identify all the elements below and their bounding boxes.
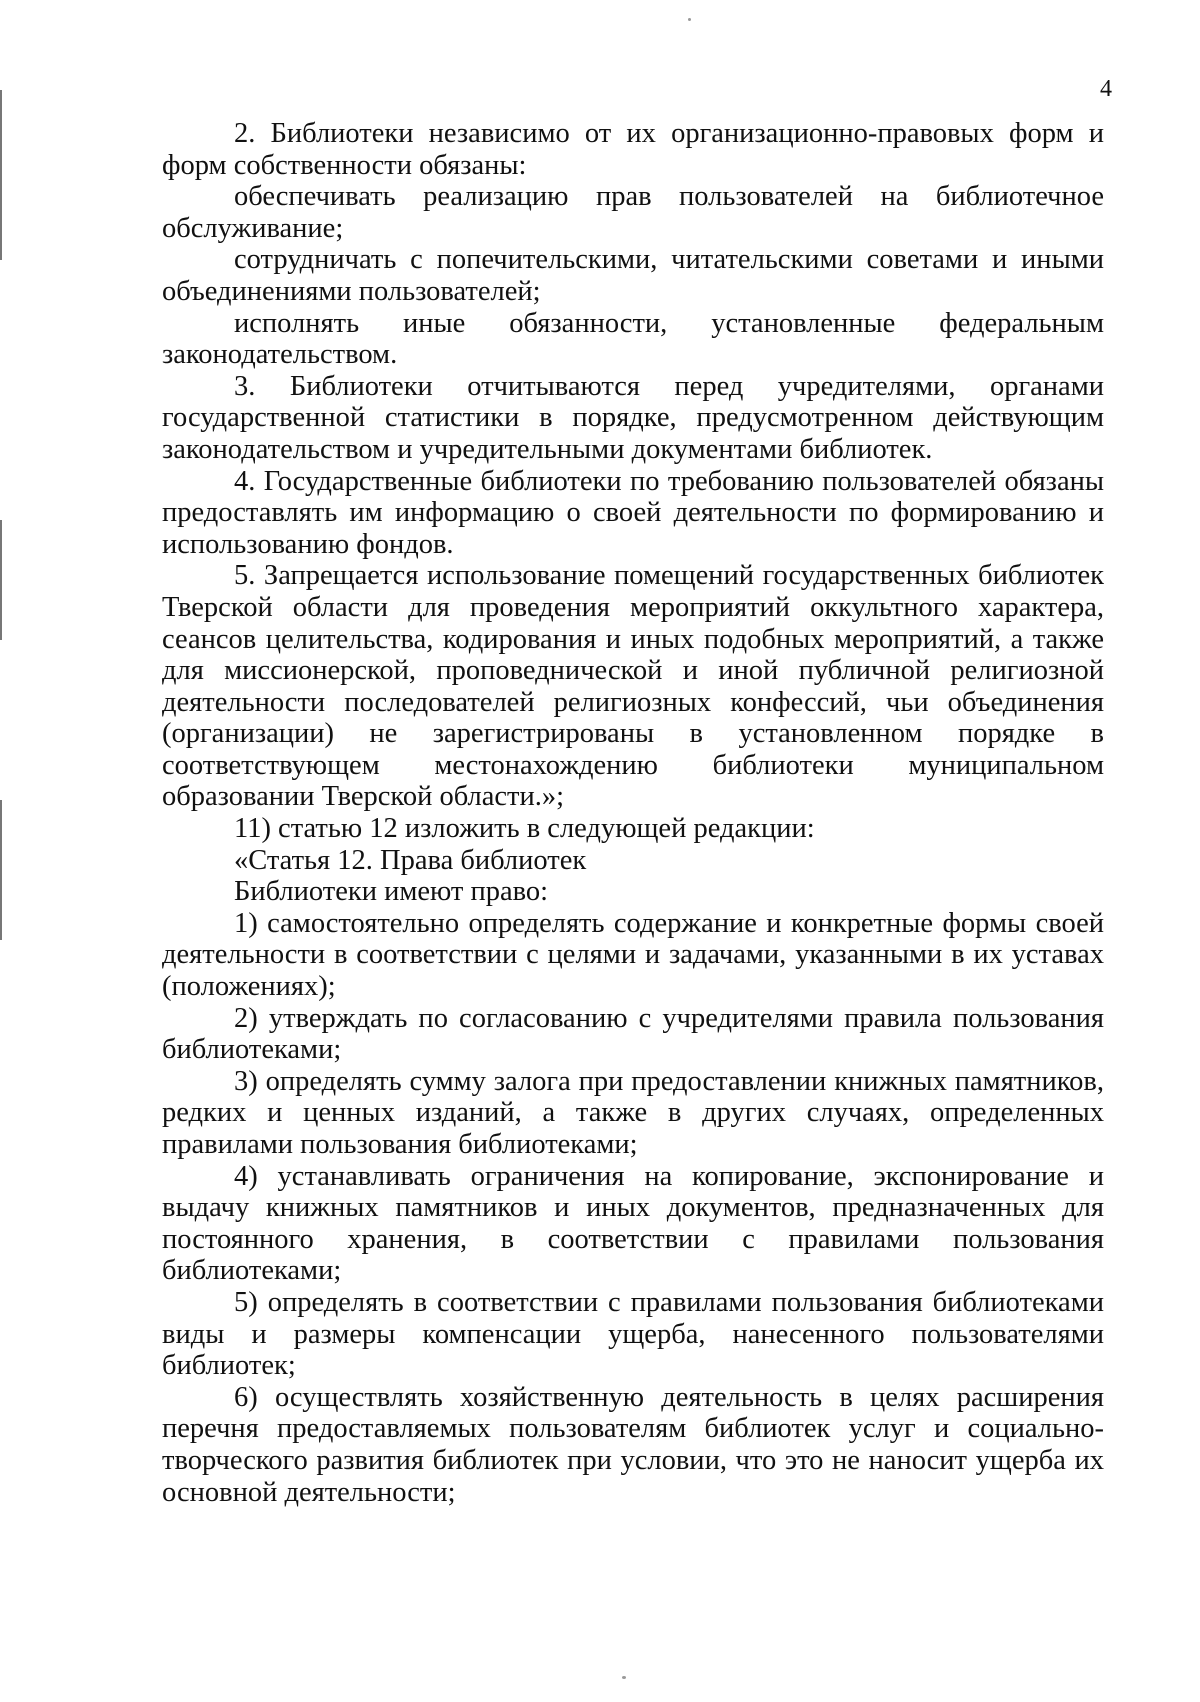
document-body xyxy=(162,118,1104,1508)
scan-edge-mark xyxy=(0,90,2,260)
scan-edge-mark xyxy=(0,520,2,640)
paragraph-2-obligations: 2. Библиотеки независимо от их организационно-правовых форм и форм собственности обязаны: xyxy=(162,118,1104,181)
article-12-heading: «Статья 12. Права библиотек xyxy=(234,844,587,876)
paragraph-11-amendment: 11) статью 12 изложить в следующей редакции: xyxy=(234,813,815,845)
paragraph-5-prohibition: 5. Запрещается использование помещений государственных библиотек Тверской области для проведения мероприятий оккультного характера, сеансов целительства, кодирования и иных подобных мероприятий, а также для миссионерской, проповеднической и иной публичной религиозной деятельности последователей религиозных конфессий, чьи объединения (организации) не зарегистрированы в установленном порядке в соответствующем местонахождению библиотеки муниципальном образовании Тверской области.»; xyxy=(162,560,1104,813)
page-number: 4 xyxy=(1100,76,1112,102)
right-4: 4) устанавливать ограничения на копирование, экспонирование и выдачу книжных памятников и иных документов, предназначенных для постоянного хранения, в соответствии с правилами пользования библиотеками; xyxy=(162,1160,1104,1287)
right-6: 6) осуществлять хозяйственную деятельность в целях расширения перечня предоставляемых пользователям библиотек услуг и социально-творческого развития библиотек при условии, что это не наносит ущерба их основной деятельности; xyxy=(162,1381,1104,1508)
paragraph-4-information: 4. Государственные библиотеки по требованию пользователей обязаны предоставлять им информацию о своей деятельности по формированию и использованию фондов. xyxy=(162,465,1104,560)
right-1: 1) самостоятельно определять содержание и конкретные формы своей деятельности в соответствии с целями и задачами, указанными в их уставах (положениях); xyxy=(162,907,1104,1003)
scan-edge-mark xyxy=(0,800,2,940)
right-5: 5) определять в соответствии с правилами пользования библиотеками виды и размеры компенсации ущерба, нанесенного пользователями библиотек; xyxy=(162,1286,1104,1382)
right-3: 3) определять сумму залога при предоставлении книжных памятников, редких и ценных изданий, а также в других случаях, определенных правилами пользования библиотеками; xyxy=(162,1065,1104,1160)
scan-speck xyxy=(688,18,691,21)
paragraph-other-duties: исполнять иные обязанности, установленные федеральным законодательством. xyxy=(162,307,1104,371)
paragraph-rights-intro: Библиотеки имеют право: xyxy=(234,876,549,908)
scan-speck xyxy=(622,1676,626,1679)
right-2: 2) утверждать по согласованию с учредителями правила пользования библиотеками; xyxy=(162,1002,1104,1066)
paragraph-cooperate: сотрудничать с попечительскими, читательскими советами и иными объединениями пользователей; xyxy=(162,244,1104,307)
paragraph-provide-rights: обеспечивать реализацию прав пользователей на библиотечное обслуживание; xyxy=(162,181,1104,244)
paragraph-3-reporting: 3. Библиотеки отчитываются перед учредителями, органами государственной статистики в порядке, предусмотренном действующим законодательством и учредительными документами библиотек. xyxy=(162,370,1104,465)
